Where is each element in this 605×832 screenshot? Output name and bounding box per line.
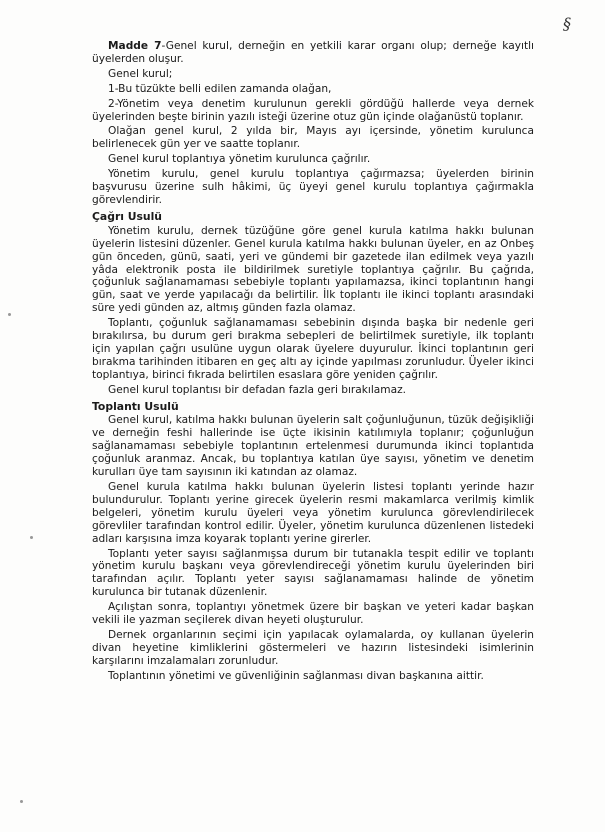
madde-title: Madde 7: [108, 40, 162, 52]
paragraph: Toplantı, çoğunluk sağlanamaması sebebinin dışında başka bir nedenle geri bırakılırsa, bu durum geri bırakma sebepleri de belirtilmek suretiyle, ilk toplantı için yapılan çağrı usulüne uygun olarak üyelere duyurulur. İkinci toplantının geri bırakma tarihinden itibaren en geç altı ay içinde yapılması zorunludur. Üyeler ikinci toplantıya, birinci fıkrada belirtilen esaslara göre yeniden çağrılır.: [92, 317, 534, 381]
paragraph: Dernek organlarının seçimi için yapılacak oylamalarda, oy kullanan üyelerin divan heyetine kimliklerini göstermeleri ve hazırın listesindeki isimlerinin karşılarını imzalamaları zorunludur.: [92, 628, 534, 667]
list-item-1: 1-Bu tüzükte belli edilen zamanda olağan,: [108, 82, 332, 95]
paragraph: Yönetim kurulu, genel kurulu toplantıya çağırmazsa; üyelerden birinin başvurusu üzerine sulh hâkimi, üç üyeyi genel kurulu toplantıya çağırmakla görevlendirir.: [92, 168, 534, 206]
document-body: [92, 40, 534, 685]
madde-lead: -Genel kurul, derneğin en yetkili karar organı olup; derneğe kayıtlı üyelerden oluşur.: [92, 40, 534, 65]
paragraph: Genel kurul, katılma hakkı bulunan üyelerin salt çoğunluğunun, tüzük değişikliği ve derneğin feshi hallerinde ise üçte ikisinin katılımıyla toplanır; çoğunluğun sağlanamaması sebebiyle toplantının ertelenmesi durumunda ikinci toplantıda çoğunluk aranmaz. Ancak, bu toplantıya katılan üye sayısı, yönetim ve denetim kurulları üye tam sayısının iki katından az olamaz.: [92, 414, 534, 479]
list-item-2: 2-Yönetim veya denetim kurulunun gerekli gördüğü hallerde veya dernek üyelerinden beşte birinin yazılı isteği üzerine otuz gün içinde olağanüstü toplanır.: [92, 97, 534, 123]
paragraph: Toplantının yönetimi ve güvenliğinin sağlanması divan başkanına aittir.: [108, 669, 484, 682]
paragraph: Toplantı yeter sayısı sağlanmışsa durum bir tutanakla tespit edilir ve toplantı yönetim kurulu başkanı veya görevlendireceği yönetim kurulu üyelerinden biri tarafından açılır. Toplantı yeter sayısı sağlanamaması halinde de yönetim kurulunca bir tutanak düzenlenir.: [92, 547, 534, 599]
section-heading-toplanti-usulu: Toplantı Usulü: [92, 399, 179, 413]
paragraph: Olağan genel kurul, 2 yılda bir, Mayıs ayı içersinde, yönetim kurulunca belirlenecek gün yer ve saatte toplanır.: [92, 125, 534, 151]
section-heading-cagri-usulu: Çağrı Usulü: [92, 209, 162, 223]
handwritten-page-mark: §: [563, 14, 571, 33]
scan-speck: [8, 313, 11, 316]
genel-kurul-line: Genel kurul;: [108, 67, 173, 80]
paragraph: Genel kurula katılma hakkı bulunan üyelerin listesi toplantı yerinde hazır bulundurulur. Toplantı yerine girecek üyelerin resmi makamlarca verilmiş kimlik belgeleri, yönetim kurulu üyeleri veya yönetim kurulunca görevlendirilecek görevliler tarafından kontrol edilir. Üyeler, yönetim kurulunca düzenlenen listedeki adları karşısına imza koyarak toplantı yerine girerler.: [92, 481, 534, 545]
paragraph: Genel kurul toplantısı bir defadan fazla geri bırakılamaz.: [108, 383, 407, 396]
paragraph: Açılıştan sonra, toplantıyı yönetmek üzere bir başkan ve yeteri kadar başkan vekili ile yazman seçilerek divan heyeti oluşturulur.: [92, 601, 534, 627]
paragraph: Genel kurul toplantıya yönetim kurulunca çağrılır.: [108, 153, 371, 166]
madde-7-paragraph: [92, 40, 534, 66]
scan-speck: [30, 536, 33, 539]
paragraph: Yönetim kurulu, dernek tüzüğüne göre genel kurula katılma hakkı bulunan üyelerin listesini düzenler. Genel kurula katılma hakkı bulunan üyeler, en az Onbeş gün önceden, günü, saati, yeri ve gündemi bir gazetede ilan edilmek veya yazılı yâda elektronik posta ile bildirilmek suretiyle toplantıya çağrılır. Bu çağrıda, çoğunluk sağlanamaması sebebiyle toplantı yapılamazsa, ikinci toplantının hangi gün, saat ve yerde yapılacağı da belirtilir. İlk toplantı ile ikinci toplantı arasındaki süre yedi günden az, altmış günden fazla olamaz.: [92, 224, 534, 315]
scan-speck: [20, 800, 23, 803]
